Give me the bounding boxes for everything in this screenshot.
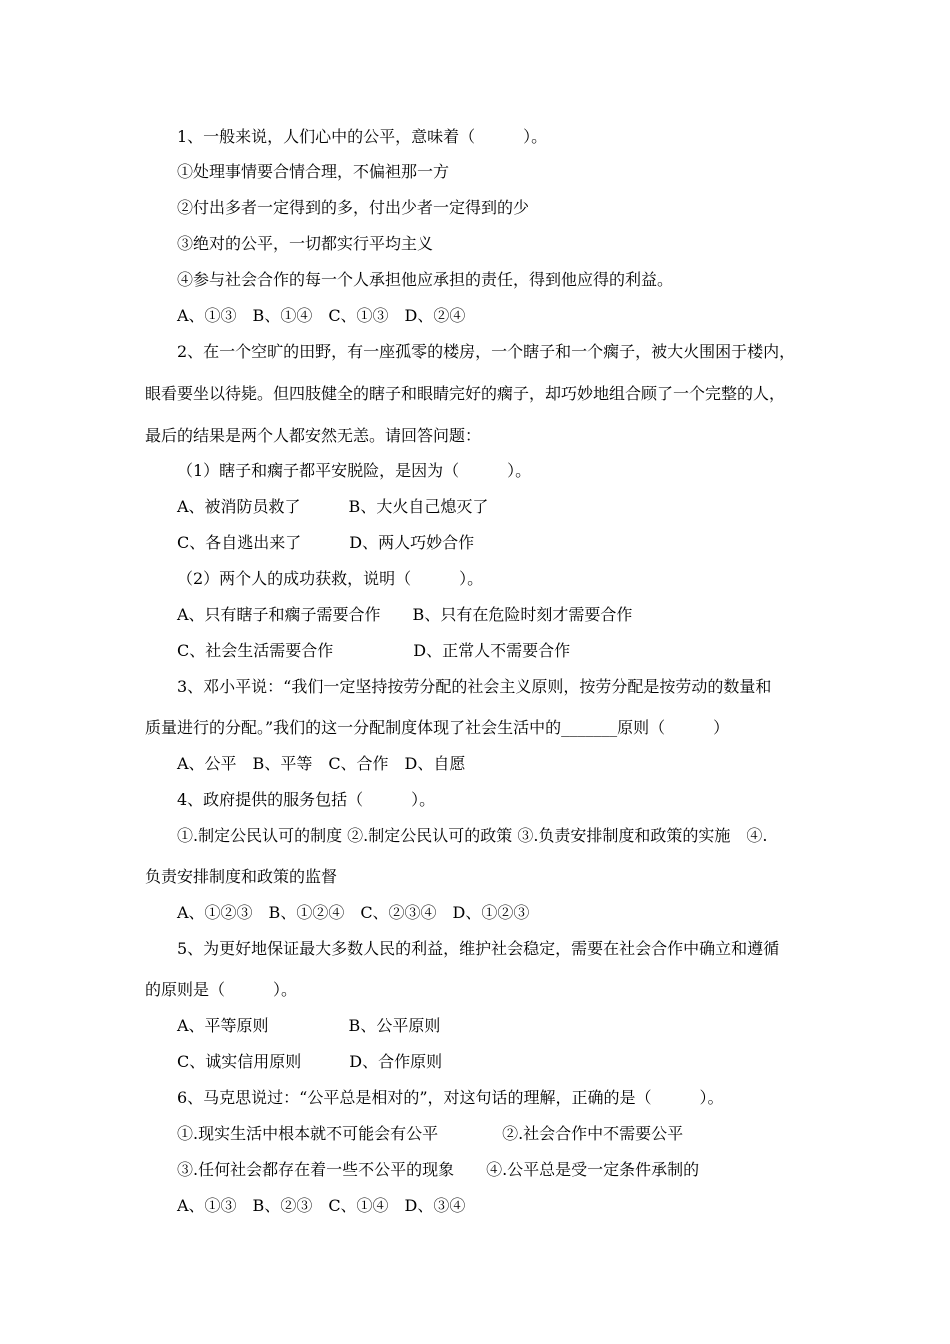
- question-5-options-ab: A、平等原则 B、公平原则: [177, 1016, 441, 1035]
- question-3-options: A、公平 B、平等 C、合作 D、自愿: [177, 754, 466, 773]
- question-3-stem-line-1: 3、邓小平说：“我们一定坚持按劳分配的社会主义原则，按劳分配是按劳动的数量和: [177, 677, 772, 696]
- question-4-options: A、①②③ B、①②④ C、②③④ D、①②③: [177, 903, 530, 922]
- question-1-options: A、①③ B、①④ C、①③ D、②④: [177, 306, 466, 325]
- question-1-stem: 1、一般来说，人们心中的公平，意味着（ ）。: [177, 127, 548, 146]
- question-4-items-line-1: ①.制定公民认可的制度 ②.制定公民认可的政策 ③.负责安排制度和政策的实施 ④.: [177, 826, 768, 845]
- question-4-stem: 4、政府提供的服务包括（ ）。: [177, 790, 436, 809]
- question-4-items-line-2: 负责安排制度和政策的监督: [145, 867, 338, 886]
- question-1-item-2: ②付出多者一定得到的多，付出少者一定得到的少: [177, 198, 530, 217]
- question-3-stem-line-2: 质量进行的分配。”我们的这一分配制度体现了社会生活中的_______原则（ ）: [145, 718, 730, 737]
- question-2-sub-2: （2）两个人的成功获救，说明（ ）。: [177, 569, 484, 588]
- question-2-stem-line-1: 2、在一个空旷的田野，有一座孤零的楼房，一个瞎子和一个瘸子，被大火围困于楼内，: [177, 342, 796, 361]
- question-2-sub-2-options-ab: A、只有瞎子和瘸子需要合作 B、只有在危险时刻才需要合作: [177, 605, 633, 624]
- question-2-sub-1-options-ab: A、被消防员救了 B、大火自己熄灭了: [177, 497, 489, 516]
- question-2-stem-line-2: 眼看要坐以待毙。但四肢健全的瞎子和眼睛完好的瘸子，却巧妙地组合顾了一个完整的人，: [145, 384, 786, 403]
- question-5-stem-line-1: 5、为更好地保证最大多数人民的利益，维护社会稳定，需要在社会合作中确立和遵循: [177, 939, 780, 958]
- question-6-options: A、①③ B、②③ C、①④ D、③④: [177, 1196, 466, 1215]
- question-2-stem-line-3: 最后的结果是两个人都安然无恙。请回答问题：: [145, 426, 482, 445]
- question-5-stem-line-2: 的原则是（ ）。: [145, 980, 298, 999]
- question-1-item-1: ①处理事情要合情合理，不偏袒那一方: [177, 162, 450, 181]
- question-5-options-cd: C、诚实信用原则 D、合作原则: [177, 1052, 443, 1071]
- question-1-item-3: ③绝对的公平，一切都实行平均主义: [177, 234, 434, 253]
- question-6-items-line-1: ①.现实生活中根本就不可能会有公平 ②.社会合作中不需要公平: [177, 1124, 684, 1143]
- question-2-sub-2-options-cd: C、社会生活需要合作 D、正常人不需要合作: [177, 641, 571, 660]
- question-6-items-line-2: ③.任何社会都存在着一些不公平的现象 ④.公平总是受一定条件承制的: [177, 1160, 700, 1179]
- question-2-sub-1: （1）瞎子和瘸子都平安脱险，是因为（ ）。: [177, 461, 532, 480]
- question-1-item-4: ④参与社会合作的每一个人承担他应承担的责任，得到他应得的利益。: [177, 270, 674, 289]
- question-2-sub-1-options-cd: C、各自逃出来了 D、两人巧妙合作: [177, 533, 475, 552]
- question-6-stem: 6、马克思说过：“公平总是相对的”，对这句话的理解，正确的是（ ）。: [177, 1088, 724, 1107]
